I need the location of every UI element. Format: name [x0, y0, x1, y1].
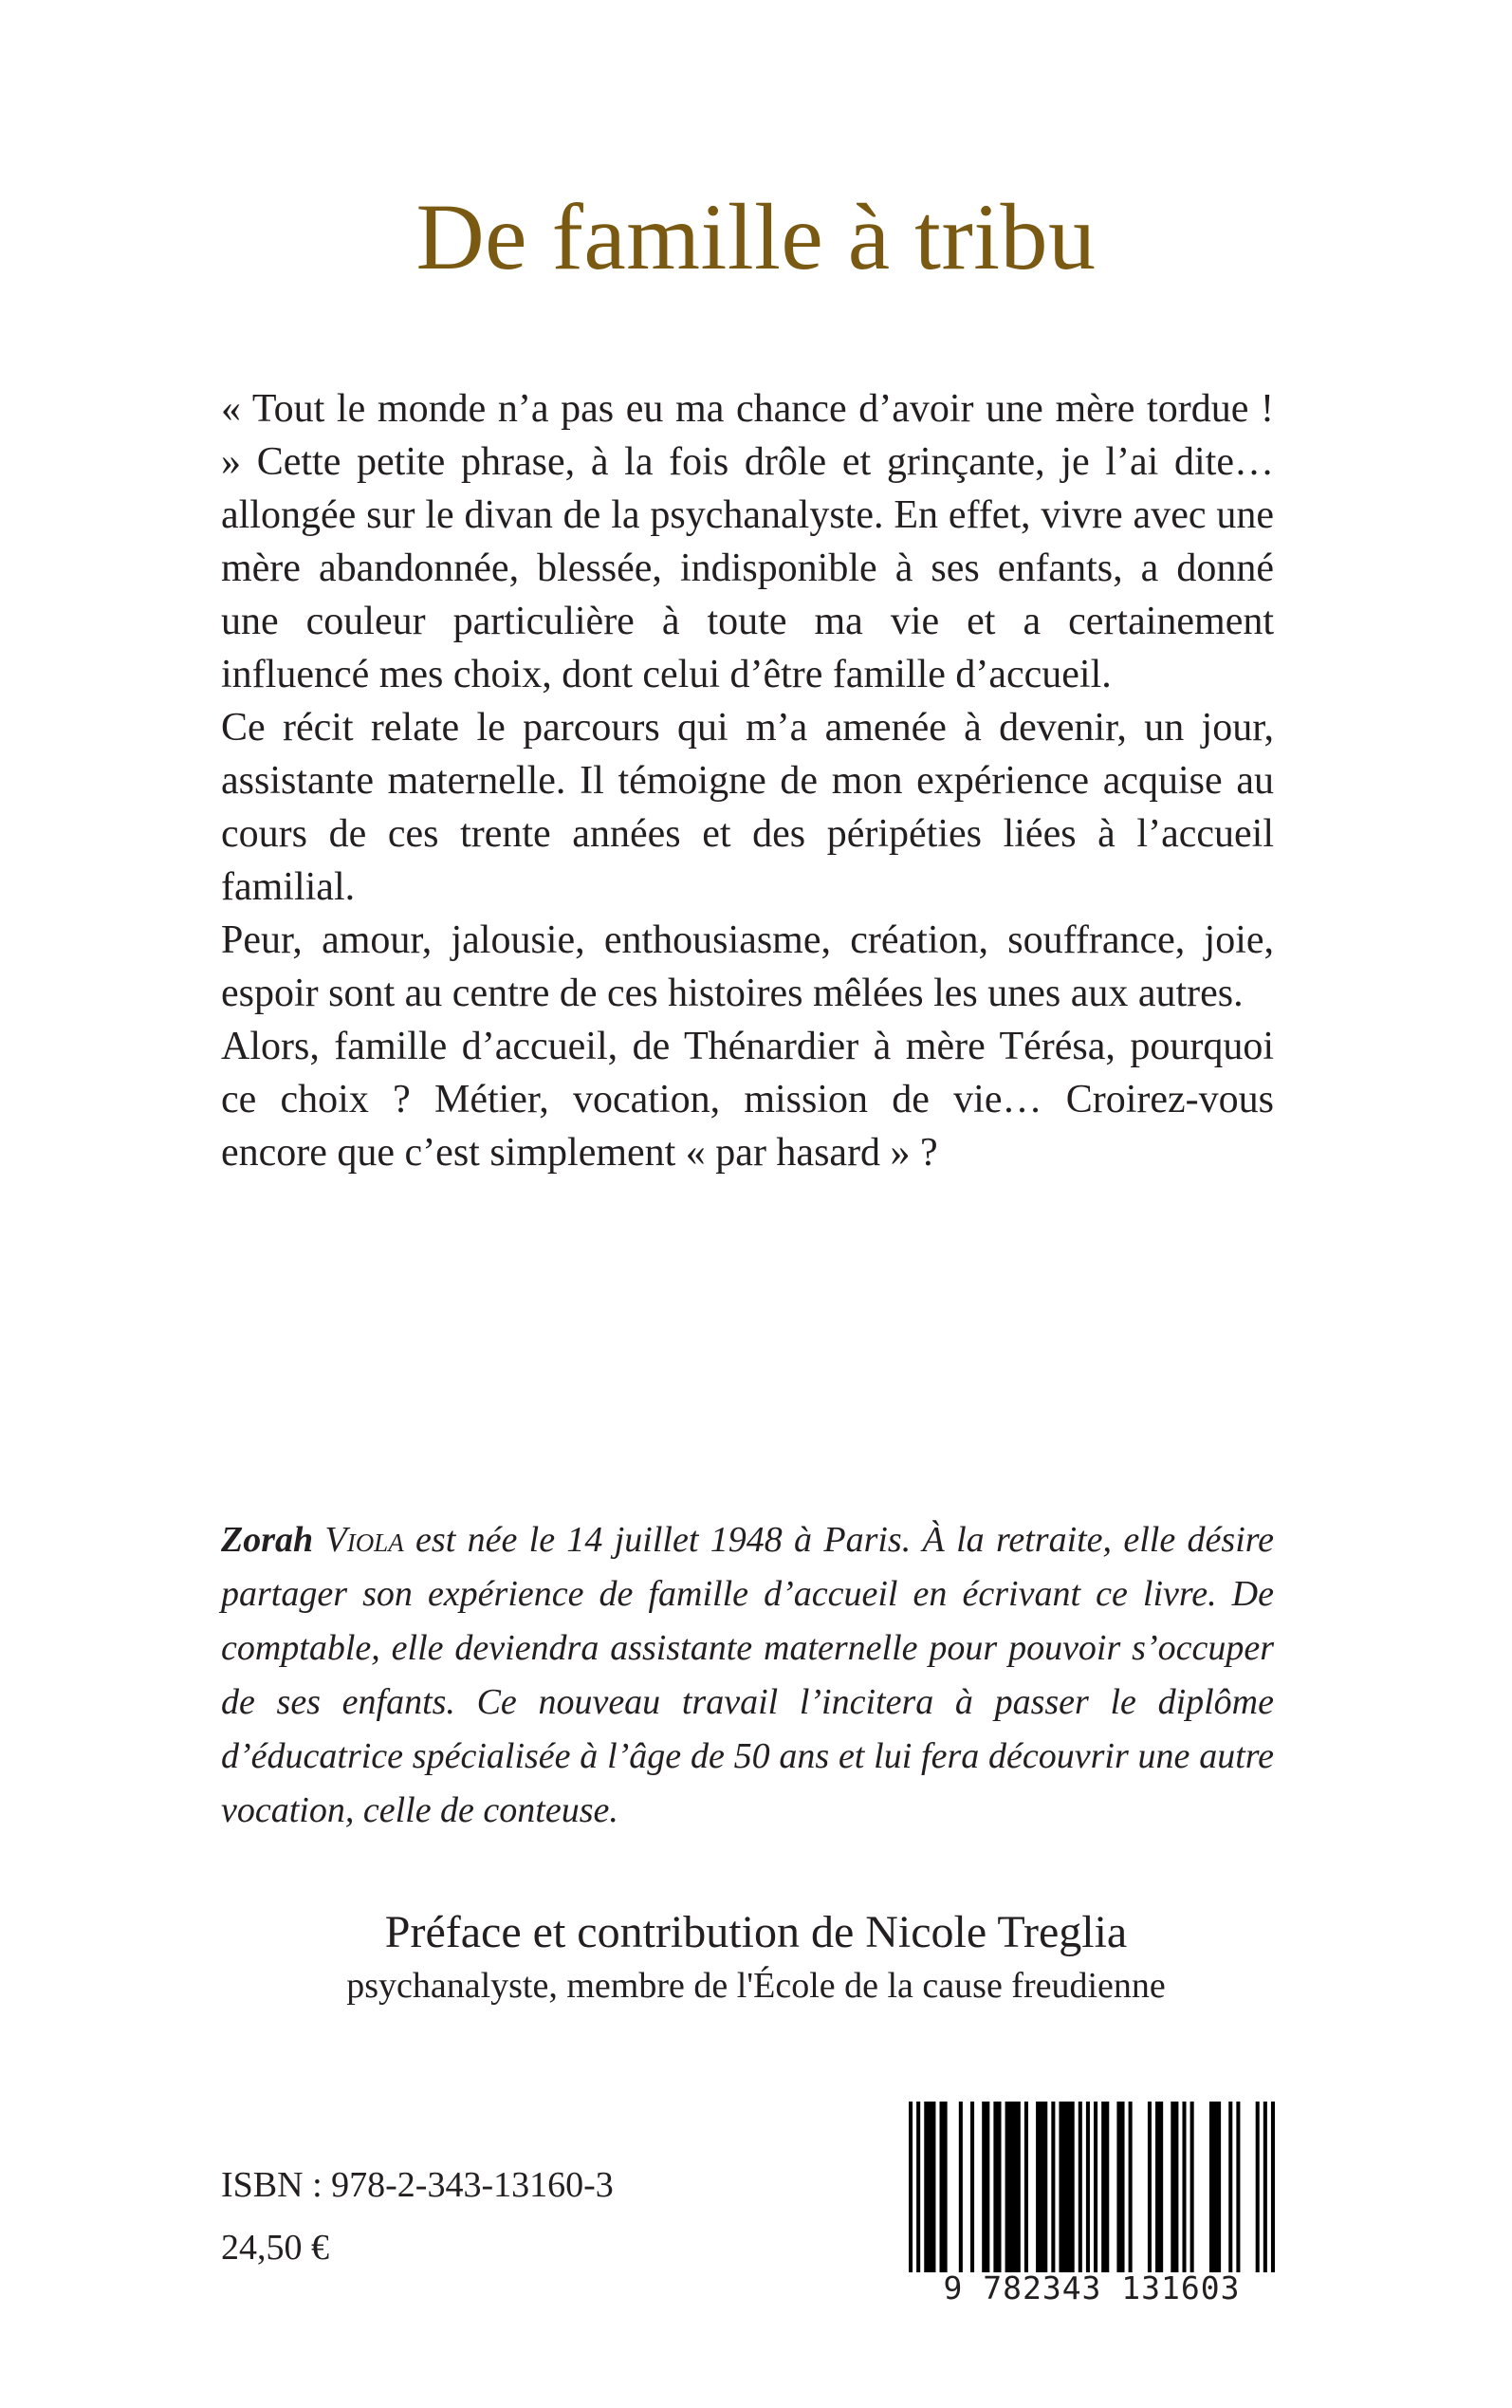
barcode-bar — [1005, 2102, 1021, 2272]
barcode-bar — [1024, 2102, 1028, 2272]
book-title: De famille à tribu — [415, 184, 1097, 289]
barcode-bar — [1116, 2102, 1124, 2272]
barcode-icon — [909, 2102, 1275, 2272]
barcode-bar — [993, 2102, 1001, 2272]
author-bio — [221, 1513, 1274, 1838]
barcode-bar — [1271, 2102, 1275, 2272]
barcode-bar — [1236, 2102, 1240, 2272]
barcode-bar — [1228, 2102, 1232, 2272]
isbn: ISBN : 978-2-343-13160-3 — [221, 2165, 614, 2205]
barcode-bar — [1101, 2102, 1109, 2272]
barcode-bar — [1148, 2102, 1152, 2272]
preface-subline: psychanalyste, membre de l'École de la cause freudienne — [346, 1966, 1166, 2006]
back-cover-blurb — [221, 382, 1274, 1179]
barcode-bar — [1190, 2102, 1194, 2272]
barcode-bar — [940, 2102, 948, 2272]
barcode-bar — [924, 2102, 935, 2272]
barcode-bar — [1079, 2102, 1082, 2272]
price: 24,50 € — [221, 2228, 329, 2268]
barcode-bar — [1263, 2102, 1267, 2272]
barcode-bar — [1086, 2102, 1090, 2272]
author-bio-text: est née le 14 juillet 1948 à Paris. À la retraite, elle désire partager son expérience de famille d’accueil en écrivant ce livre. De comptable, elle deviendra assistante maternelle pour pouvoir s’occuper de ses enfants. Ce nouveau travail l’incitera à passer le diplôme d’éducatrice spécialisée à l’âge de 50 ans et lui fera découvrir une autre vocation, celle de conteuse. — [221, 1520, 1275, 1830]
barcode-bar — [1129, 2102, 1133, 2272]
barcode-bar — [1059, 2102, 1074, 2272]
barcode-bar — [1051, 2102, 1055, 2272]
barcode-bar — [1182, 2102, 1186, 2272]
barcode-bar — [1256, 2102, 1260, 2272]
author-first-name: Zorah — [221, 1520, 314, 1560]
blurb-paragraph: Alors, famille d’accueil, de Thénardier à mère Térésa, pourquoi ce choix ? Métier, vocation, mission de vie… Croirez-vous encore que c’est simplement « par hasard » ? — [221, 1025, 1274, 1175]
barcode-bar — [1155, 2102, 1163, 2272]
preface-line: Préface et contribution de Nicole Treglia — [384, 1907, 1128, 1957]
barcode-bar — [970, 2102, 974, 2272]
barcode-bar — [1094, 2102, 1097, 2272]
barcode-bar — [1209, 2102, 1221, 2272]
barcode-bar — [1171, 2102, 1178, 2272]
blurb-paragraph: « Tout le monde n’a pas eu ma chance d’avoir une mère tordue ! » Cette petite phrase, à la fois drôle et grinçante, je l’ai dite… allongée sur le divan de la psychanalyste. En effet, vivre avec une mère abandonnée, blessée, indisponible à ses enfants, a donné une couleur particulière à toute ma vie et a certainement influencé mes choix, dont celui d’être famille d’accueil. — [221, 387, 1274, 696]
barcode-digits: 9 782343 131603 — [943, 2269, 1241, 2306]
author-surname: Viola — [324, 1520, 404, 1560]
blurb-paragraph: Peur, amour, jalousie, enthousiasme, création, souffrance, joie, espoir sont au centre de ces histoires mêlées les unes aux autres. — [221, 918, 1274, 1015]
barcode-bar — [982, 2102, 989, 2272]
barcode-bar — [959, 2102, 963, 2272]
barcode-bar — [1036, 2102, 1047, 2272]
barcode-bar — [916, 2102, 920, 2272]
preface-credit — [0, 1904, 1512, 2010]
barcode-bar — [909, 2102, 913, 2272]
blurb-paragraph: Ce récit relate le parcours qui m’a amenée à devenir, un jour, assistante maternelle. Il témoigne de mon expérience acquise au cours de ces trente années et des péripéties liées à l’accueil familial. — [221, 706, 1274, 909]
